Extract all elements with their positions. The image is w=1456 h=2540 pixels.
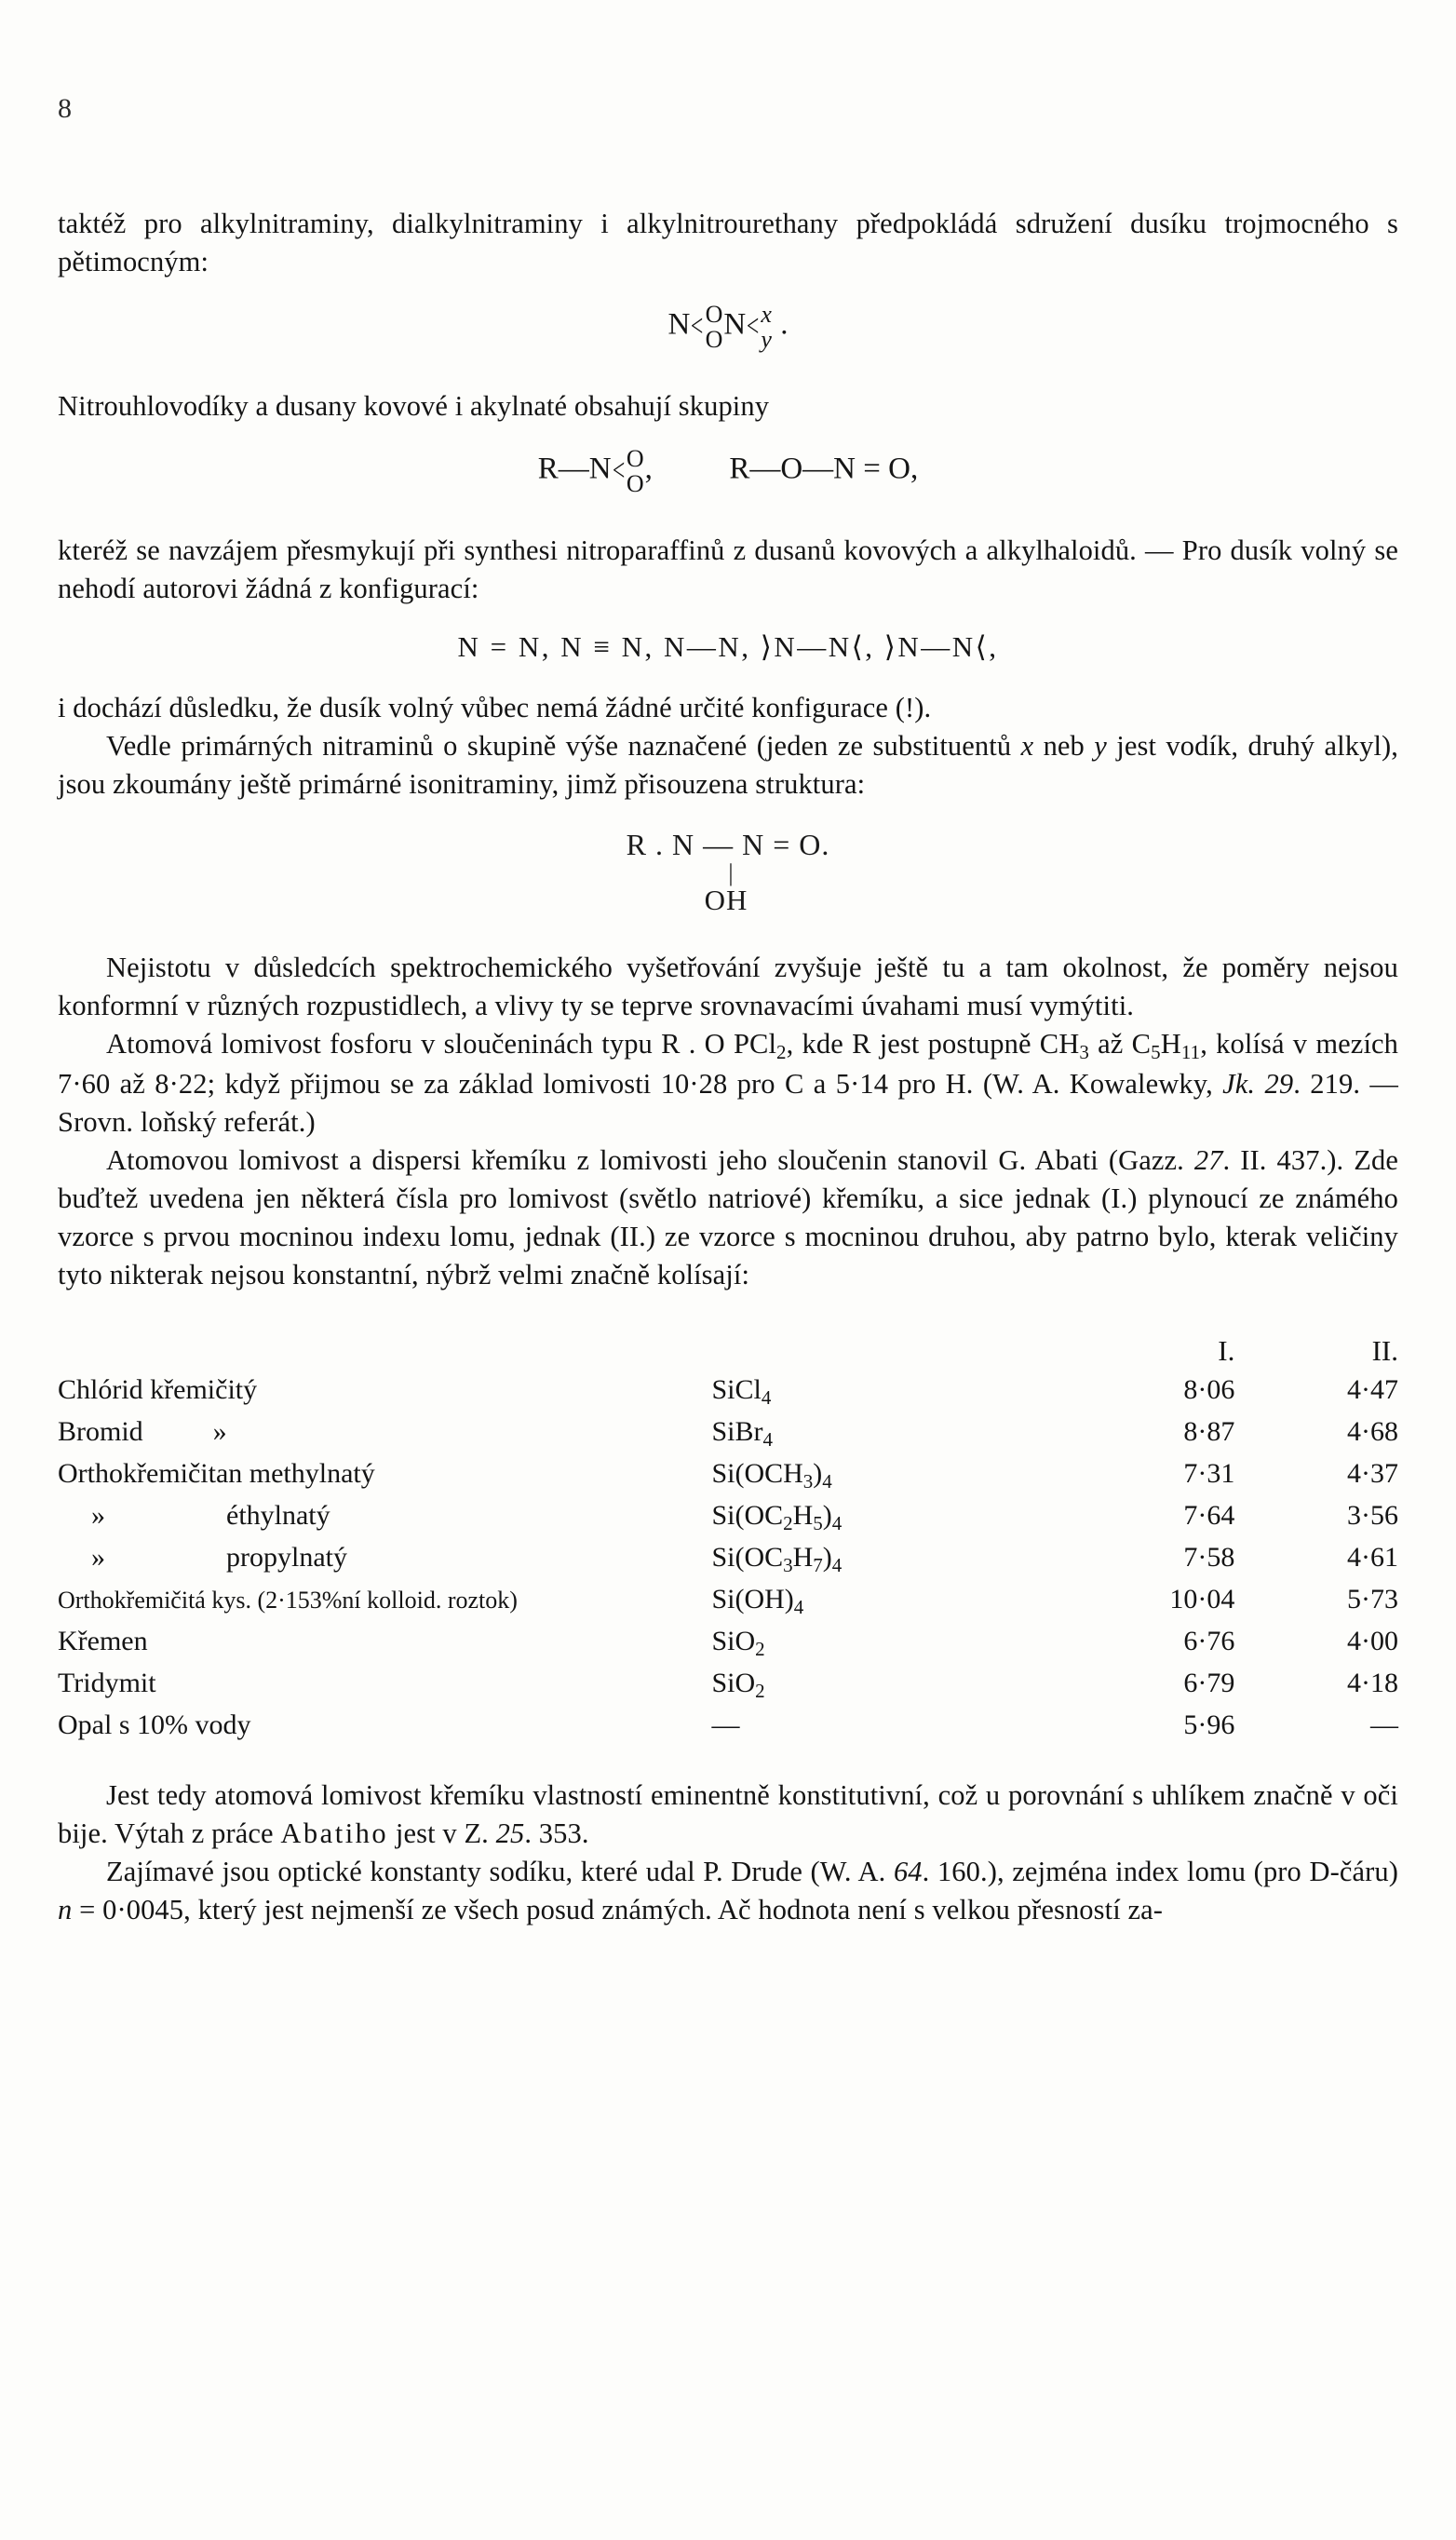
- header-col-II: II.: [1371, 1334, 1398, 1368]
- row-value-I: 7·64: [1183, 1500, 1235, 1532]
- formula-1-xy-stack: [761, 302, 772, 352]
- p6-sub-3: 5: [1151, 1040, 1161, 1063]
- p6-sub-2: 3: [1079, 1040, 1089, 1063]
- formula-isonitramine-structure: [58, 828, 1398, 917]
- p6-mid: , kde R jest postupně CH: [786, 1027, 1080, 1060]
- paragraph-4b-mid: neb: [1033, 729, 1095, 762]
- refraction-data-table: [58, 1331, 1398, 1745]
- row-formula: [711, 1623, 1071, 1665]
- row-formula-main: Si(OCH: [711, 1458, 803, 1490]
- row-formula: [711, 1539, 1071, 1581]
- paragraph-8: [58, 1777, 1398, 1853]
- struct-main-line: R . N — N = O.: [626, 827, 830, 861]
- row-name-ditto: »: [212, 1416, 227, 1448]
- formula-1-o-top: O: [705, 301, 723, 329]
- p9-start: Zajímavé jsou optické konstanty sodíku, které udal P. Drude (W. A.: [106, 1856, 894, 1888]
- paragraph-4b-end: jest vodík, druhý alkyl), jsou zkoumány ještě primárné isonitraminy, jimž přisouzena struktura:: [58, 729, 1399, 800]
- row-formula-mid: H: [792, 1542, 814, 1574]
- table-row: [58, 1665, 1398, 1707]
- row-formula: [711, 1413, 1071, 1455]
- row-value-II: 5·73: [1347, 1584, 1398, 1615]
- row-formula-close: ): [813, 1458, 823, 1490]
- p6-sub-1: 2: [776, 1040, 787, 1063]
- formula-nitro-groups: [58, 446, 1398, 496]
- formula-1-n2: N: [723, 307, 747, 342]
- row-formula-sub: 3: [802, 1470, 814, 1493]
- row-formula: [711, 1581, 1071, 1623]
- formula-nitrogen-configurations: N = N, N ≡ N, N—N, ⟩N—N⟨, ⟩N—N⟨,: [457, 630, 999, 664]
- paragraph-5: Nejistotu v důsledcích spektrochemického vyšetřování zvyšuje ještě tu a tam okolnost, že poměry nejsou konformní v různých rozpustidlech, a vlivy ty se teprve srovnavacími úvahami musí vymýtiti.: [58, 951, 1398, 1021]
- row-value-II: 4·47: [1347, 1374, 1398, 1406]
- p6-journal-ref: Jk. 29: [1222, 1068, 1294, 1101]
- paragraph-7: [58, 1142, 1398, 1294]
- page-number: 8: [58, 93, 73, 124]
- row-formula-close: ): [822, 1542, 832, 1574]
- row-value-II: 4·37: [1347, 1458, 1398, 1490]
- row-name-text: Bromid: [58, 1416, 143, 1448]
- row-value-I: 7·58: [1183, 1542, 1235, 1574]
- row-name: [58, 1497, 711, 1539]
- row-name: Křemen: [58, 1626, 148, 1657]
- row-formula-sub3: 4: [822, 1470, 832, 1493]
- row-value-I: 8·06: [1183, 1374, 1235, 1406]
- row-formula-sub2: 7: [813, 1554, 823, 1577]
- paragraph-4a: i dochází důsledku, že dusík volný vůbec nemá žádné určité konfigurace (!).: [58, 691, 932, 723]
- row-formula-mid: H: [792, 1500, 814, 1532]
- row-name: Orthokřemičitá kys. (2·153%ní kolloid. roztok): [58, 1587, 518, 1615]
- row-formula-sub: 2: [783, 1512, 793, 1535]
- row-value-II: 4·61: [1347, 1542, 1398, 1574]
- row-formula-sub: 2: [755, 1680, 765, 1703]
- p6-sub-4: 11: [1180, 1040, 1201, 1063]
- row-name-text: propylnatý: [226, 1542, 347, 1574]
- row-value-II: —: [1370, 1709, 1398, 1741]
- formula-2-oxygen-stack: [627, 446, 644, 496]
- row-formula-main: —: [711, 1709, 740, 1741]
- row-name: Chlórid křemičitý: [58, 1374, 258, 1406]
- formula-2-o-top: O: [626, 445, 644, 473]
- row-formula-sub: 3: [783, 1554, 793, 1577]
- row-formula-main: SiCl: [711, 1374, 762, 1406]
- row-name-text: éthylnatý: [226, 1500, 330, 1532]
- row-formula-main: Si(OH): [711, 1584, 794, 1615]
- formula-1-y: y: [761, 326, 772, 354]
- row-value-II: 4·18: [1347, 1668, 1398, 1699]
- row-formula-sub: 4: [761, 1386, 772, 1410]
- row-formula: [711, 1371, 1071, 1413]
- row-formula-main: Si(OC: [711, 1542, 784, 1574]
- header-col-I: I.: [1218, 1334, 1235, 1368]
- table-row: [58, 1497, 1398, 1539]
- p9-mid: . 160.), zejména index lomu (pro D-čáru): [922, 1856, 1398, 1888]
- formula-1-x: x: [761, 301, 772, 329]
- struct-vertical-bond: |: [728, 858, 734, 886]
- p8-start: Jest tedy atomová lomivost křemíku vlastností eminentně konstitutivní, což u porovnání s uhlíkem značně v oči bije. Výtah z práce: [58, 1779, 1398, 1850]
- row-value-I: 6·79: [1183, 1668, 1235, 1699]
- p6-mid-3: , kolísá v mezích 7·60 až 8·22; když přijmou se za základ lomivosti 10·28 pro C a 5·14 pro H. (W. A. Kowalewky,: [58, 1027, 1399, 1101]
- page-content: [58, 93, 1398, 1929]
- p7-reference: 27: [1193, 1144, 1223, 1177]
- row-value-II: 4·00: [1347, 1626, 1398, 1657]
- p7-end: . II. 437.). Zde buďtež uvedena jen některá čísla pro lomivost (světlo natriové) křemíku, a sice jednak (I.) plynoucí ze známého vzorce s prvou mocninou indexu lomu, jednak (II.) ze vzorce s mocninou druhou, aby patrno bylo, kterak veličiny tyto nikterak nejsou konstantní, nýbrž velmi značně kolísají:: [58, 1144, 1398, 1291]
- paragraph-3: kteréž se navzájem přesmykují při synthesi nitroparaffinů z dusanů kovových a alkylhaloidů. — Pro dusík volný se nehodí autorovi žádná z konfigurací:: [58, 534, 1398, 605]
- row-name: Opal s 10% vody: [58, 1709, 251, 1741]
- substituent-x: x: [1020, 729, 1034, 762]
- row-value-I: 7·31: [1183, 1458, 1235, 1490]
- row-formula-sub: 4: [762, 1428, 773, 1452]
- row-name-ditto: »: [91, 1542, 105, 1574]
- formula-1-oxygen-stack: [706, 302, 723, 352]
- row-formula-sub3: 4: [831, 1554, 843, 1577]
- table-header-row: [58, 1331, 1398, 1371]
- row-value-I: 10·04: [1169, 1584, 1235, 1615]
- struct-oh: OH: [704, 883, 748, 916]
- paragraph-6: [58, 1025, 1398, 1142]
- formula-2-right: R—O—N = O,: [729, 452, 919, 486]
- row-value-I: 6·76: [1183, 1626, 1235, 1657]
- table-row: [58, 1455, 1398, 1497]
- row-formula: [711, 1455, 1071, 1497]
- row-name: [58, 1539, 711, 1581]
- formula-1-brace-left: <: [691, 308, 704, 344]
- row-formula-close: ): [822, 1500, 832, 1532]
- row-value-I: 5·96: [1183, 1709, 1235, 1741]
- p7-start: Atomovou lomivost a dispersi křemíku z lomivosti jeho sloučenin stanovil G. Abati (Gazz.: [106, 1144, 1194, 1177]
- row-formula-sub: 2: [755, 1638, 765, 1661]
- row-formula: [711, 1707, 1071, 1745]
- formula-nitramine-structure: [58, 302, 1398, 352]
- table-row: [58, 1371, 1398, 1413]
- row-formula-sub2: 5: [813, 1512, 823, 1535]
- table-row: [58, 1707, 1398, 1745]
- formula-2-comma: ,: [644, 452, 653, 486]
- row-formula-main: Si(OC: [711, 1500, 784, 1532]
- row-value-II: 4·68: [1347, 1416, 1398, 1448]
- table-row: [58, 1539, 1398, 1581]
- row-formula-main: SiO: [711, 1626, 756, 1657]
- p8-end: . 353.: [524, 1817, 589, 1850]
- header-blank-1: [58, 1331, 711, 1371]
- paragraph-4b: [58, 727, 1398, 804]
- formula-1-o-bottom: O: [705, 326, 723, 354]
- p9-index-symbol: n: [58, 1894, 73, 1926]
- p8-reference: 25: [495, 1817, 525, 1850]
- p9-end: = 0·0045, který jest nejmenší ze všech posud známých. Ač hodnota není s velkou přesností za-: [72, 1894, 1164, 1926]
- paragraph-4b-part1: Vedle primárných nitraminů o skupině výše naznačené (jeden ze substituentů: [106, 729, 1021, 762]
- substituent-y: y: [1094, 729, 1107, 762]
- row-formula-sub3: 4: [831, 1512, 843, 1535]
- row-formula-main: SiO: [711, 1668, 756, 1699]
- row-name: Orthokřemičitan methylnatý: [58, 1458, 375, 1490]
- header-blank-2: [711, 1331, 1071, 1371]
- row-formula: [711, 1497, 1071, 1539]
- row-name: Tridymit: [58, 1668, 156, 1699]
- row-name-ditto: »: [91, 1500, 105, 1532]
- p6-start: Atomová lomivost fosforu v sloučeninách typu R . O PCl: [106, 1027, 777, 1060]
- p6-h: H: [1160, 1027, 1181, 1060]
- p6-end: . 219. — Srovn. loňský referát.): [58, 1068, 1398, 1139]
- p6-mid-2: až C: [1088, 1027, 1152, 1060]
- formula-1-n: N: [667, 307, 691, 342]
- row-formula: [711, 1665, 1071, 1707]
- p8-author: Abatiho: [280, 1817, 389, 1850]
- row-value-II: 3·56: [1347, 1500, 1398, 1532]
- p9-reference: 64: [893, 1856, 923, 1888]
- p8-mid: jest v Z.: [388, 1817, 496, 1850]
- row-value-I: 8·87: [1183, 1416, 1235, 1448]
- formula-2-brace: <: [612, 453, 625, 489]
- row-formula-sub: 4: [793, 1596, 804, 1619]
- formula-2-left: R—N: [537, 452, 612, 486]
- formula-1-period: .: [780, 307, 789, 342]
- formula-1-brace-right: <: [747, 308, 760, 344]
- paragraph-9: [58, 1853, 1398, 1929]
- paragraph-1: taktéž pro alkylnitraminy, dialkylnitraminy i alkylnitrourethany předpokládá sdružení dusíku trojmocného s pětimocným:: [58, 208, 1398, 278]
- table-row: [58, 1413, 1398, 1455]
- table-row: [58, 1623, 1398, 1665]
- formula-2-o-bottom: O: [626, 470, 644, 498]
- paragraph-2: Nitrouhlovodíky a dusany kovové i akylnaté obsahují skupiny: [58, 390, 770, 423]
- table-row: [58, 1581, 1398, 1623]
- row-formula-main: SiBr: [711, 1416, 763, 1448]
- row-name: [58, 1413, 711, 1455]
- table-body: [58, 1331, 1398, 1745]
